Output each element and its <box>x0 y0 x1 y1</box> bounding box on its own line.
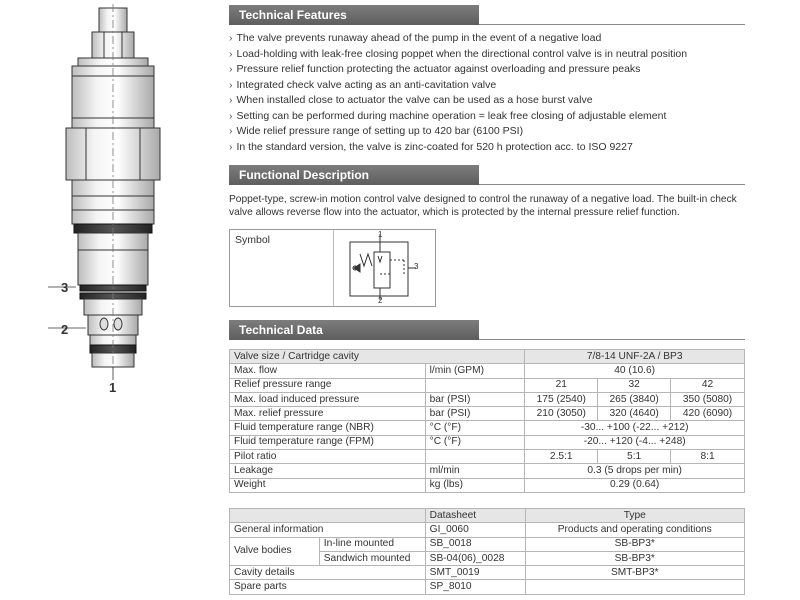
feature-item: › The valve prevents runaway ahead of the pump in the event of a negative load <box>229 32 602 44</box>
table-cell: Fluid temperature range (FPM) <box>230 435 426 449</box>
symbol-label: Symbol <box>235 234 271 246</box>
table-row <box>230 378 745 392</box>
table-cell: 420 (6090) <box>671 407 745 421</box>
table-row <box>230 478 745 492</box>
table-row <box>230 580 745 594</box>
table-cell: Valve bodies <box>230 537 320 566</box>
datasheet-cell: SB-04(06)_0028 <box>425 551 525 565</box>
feature-item: › When installed close to actuator the valve can be used as a hose burst valve <box>229 94 593 106</box>
table-cell: Valve size / Cartridge cavity <box>230 350 525 364</box>
hydraulic-symbol-box <box>229 229 436 307</box>
table-cell: bar (PSI) <box>425 407 525 421</box>
table-cell: Spare parts <box>230 580 426 594</box>
table-cell: Max. flow <box>230 364 426 378</box>
table-row <box>230 407 745 421</box>
feature-item: › Wide relief pressure range of setting up to 420 bar (6100 PSI) <box>229 125 524 137</box>
table-cell: Fluid temperature range (NBR) <box>230 421 426 435</box>
table-cell: 210 (3050) <box>525 407 598 421</box>
table-cell: 21 <box>525 378 598 392</box>
table-cell: 42 <box>671 378 745 392</box>
table-cell: Sandwich mounted <box>319 551 425 565</box>
table-cell: l/min (GPM) <box>425 364 525 378</box>
table-cell <box>230 509 426 523</box>
technical-data-table <box>229 349 745 493</box>
table-cell: General information <box>230 523 426 537</box>
feature-item: › Pressure relief function protecting the actuator against overloading and pressure peaks <box>229 63 641 75</box>
table-cell: SMT-BP3* <box>525 566 745 580</box>
functional-description-heading: Functional Description <box>229 165 479 185</box>
symbol-port-2: 2 <box>378 296 383 305</box>
table-cell: ml/min <box>425 464 525 478</box>
table-cell: 5:1 <box>598 450 671 464</box>
functional-description-text: Poppet-type, screw-in motion control valve designed to control the runaway of a negative load. The built-in check valve allows reverse flow into the actuator, which is protected by the internal pressure relief function. <box>229 194 737 218</box>
hydraulic-valve-symbol <box>334 230 436 306</box>
table-cell: Pilot ratio <box>230 450 426 464</box>
table-cell: 8:1 <box>671 450 745 464</box>
technical-features-heading: Technical Features <box>229 5 479 25</box>
table-row <box>230 435 745 449</box>
table-row <box>230 421 745 435</box>
technical-data-heading: Technical Data <box>229 320 479 340</box>
table-cell: Cavity details <box>230 566 426 580</box>
section-divider <box>479 184 745 185</box>
table-row <box>230 450 745 464</box>
table-cell: Type <box>525 509 745 523</box>
table-cell: Weight <box>230 478 426 492</box>
table-cell: Max. load induced pressure <box>230 392 426 406</box>
table-cell: kg (lbs) <box>425 478 525 492</box>
section-divider <box>479 339 745 340</box>
table-cell: 0.29 (0.64) <box>525 478 745 492</box>
section-divider <box>479 24 745 25</box>
feature-item: › Load-holding with leak-free closing poppet when the directional control valve is in neutral position <box>229 47 688 60</box>
feature-item: › Integrated check valve acting as an anti-cavitation valve <box>229 78 497 91</box>
technical-features-list <box>229 31 769 155</box>
port-3-label: 3 <box>61 280 69 295</box>
feature-item: › In the standard version, the valve is zinc-coated for 520 h protection acc. to ISO 9227 <box>229 140 633 153</box>
table-cell: -30... +100 (-22... +212) <box>525 421 745 435</box>
table-cell: Relief pressure range <box>230 378 426 392</box>
table-row <box>230 566 745 580</box>
table-cell: 0.3 (5 drops per min) <box>525 464 745 478</box>
table-header-row <box>230 350 745 364</box>
table-cell: SB-BP3* <box>525 551 745 565</box>
table-cell: Products and operating conditions <box>525 523 745 537</box>
table-cell: -20... +120 (-4... +248) <box>525 435 745 449</box>
symbol-port-1: 1 <box>378 230 383 239</box>
table-cell: 32 <box>598 378 671 392</box>
table-cell: Leakage <box>230 464 426 478</box>
datasheet-cell: GI_0060 <box>425 523 525 537</box>
datasheet-cell: SMT_0019 <box>425 566 525 580</box>
table-row <box>230 364 745 378</box>
valve-cartridge-drawing <box>0 0 215 600</box>
table-cell: 175 (2540) <box>525 392 598 406</box>
table-cell: °C (°F) <box>425 421 525 435</box>
table-cell: SB-BP3* <box>525 537 745 551</box>
table-header-row <box>230 509 745 523</box>
port-2-label: 2 <box>61 322 69 337</box>
table-row <box>230 464 745 478</box>
symbol-port-3: 3 <box>414 262 419 271</box>
table-cell: 265 (3840) <box>598 392 671 406</box>
datasheet-cell: SB_0018 <box>425 537 525 551</box>
table-cell: 2.5:1 <box>525 450 598 464</box>
table-cell: 7/8-14 UNF-2A / BP3 <box>525 350 745 364</box>
datasheet-cell: SP_8010 <box>425 580 525 594</box>
table-cell <box>425 450 525 464</box>
table-cell: Max. relief pressure <box>230 407 426 421</box>
table-cell: 320 (4640) <box>598 407 671 421</box>
valve-illustration <box>0 0 215 600</box>
table-cell: In-line mounted <box>319 537 425 551</box>
table-cell: 350 (5080) <box>671 392 745 406</box>
port-1-label: 1 <box>109 380 117 395</box>
table-cell <box>425 378 525 392</box>
table-row <box>230 392 745 406</box>
feature-item: › Setting can be performed during machine operation = leak free closing of adjustable element <box>229 109 667 122</box>
documents-table <box>229 508 745 595</box>
table-cell: °C (°F) <box>425 435 525 449</box>
table-cell: Datasheet <box>425 509 525 523</box>
table-row <box>230 537 745 551</box>
table-row <box>230 523 745 537</box>
table-cell: 40 (10.6) <box>525 364 745 378</box>
table-cell <box>525 580 745 594</box>
table-cell: bar (PSI) <box>425 392 525 406</box>
